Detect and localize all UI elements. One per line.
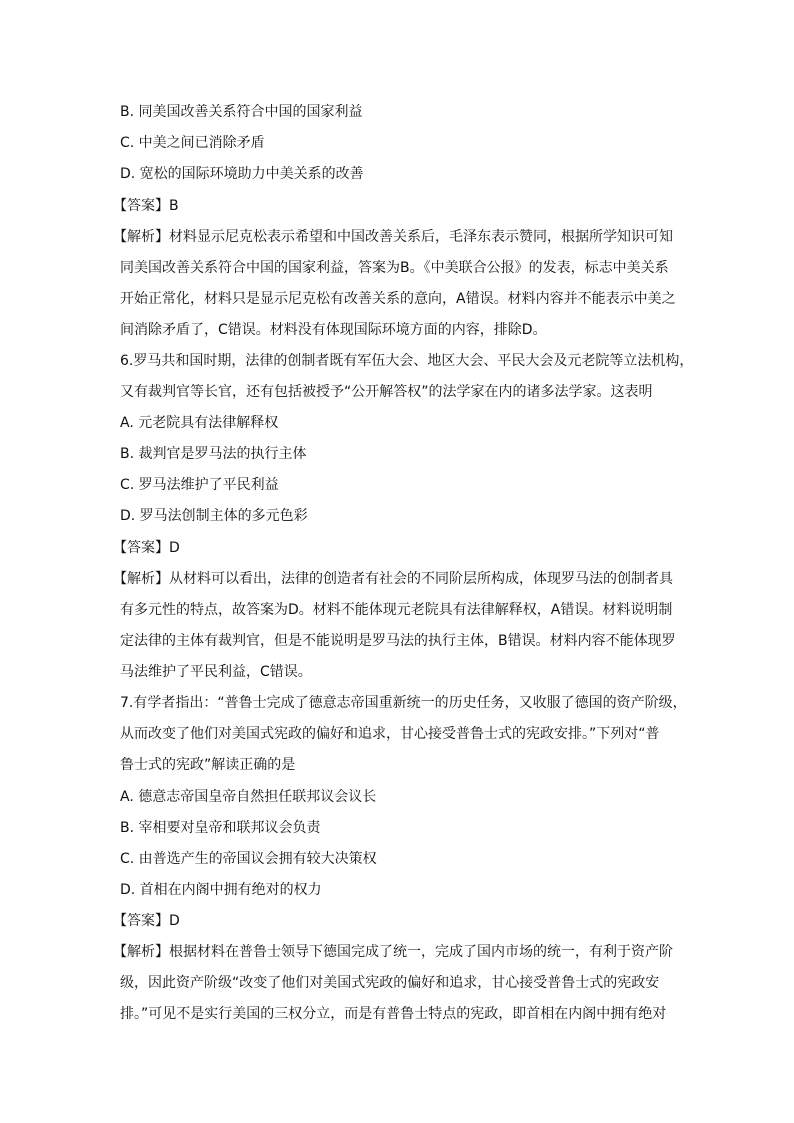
q6-analysis-line-4: 马法维护了平民利益，C错误。 [120,664,312,680]
q5-option-d: D. 宽松的国际环境助力中美关系的改善 [120,166,364,182]
q7-analysis-line-3: 排。”可见不是实行美国的三权分立，而是有普鲁士特点的宪政，即首相在内阁中拥有绝对 [120,1006,667,1022]
q7-option-d: D. 首相在内阁中拥有绝对的权力 [120,882,322,898]
q6-analysis-line-2: 有多元性的特点，故答案为D。材料不能体现元老院具有法律解释权，A错误。材料说明制 [120,602,673,618]
q5-analysis-line-1: 【解析】材料显示尼克松表示希望和中国改善关系后，毛泽东表示赞同，根据所学知识可知 [113,229,673,245]
q6-analysis-line-3: 定法律的主体有裁判官，但是不能说明是罗马法的执行主体，B错误。材料内容不能体现罗 [120,633,676,649]
q7-option-a: A. 德意志帝国皇帝自然担任联邦议会议长 [120,789,377,805]
q5-analysis-line-2: 同美国改善关系符合中国的国家利益，答案为B。《中美联合公报》的发表，标志中美关系 [120,260,669,276]
q6-stem-line-2: 又有裁判官等长官，还有包括被授予“公开解答权”的法学家在内的诸多法学家。这表明 [120,384,653,400]
q6-option-a: A. 元老院具有法律解释权 [120,415,279,431]
q7-stem-line-3: 鲁士式的宪政”解读正确的是 [120,757,296,773]
q5-analysis-line-4: 间消除矛盾了，C错误。材料没有体现国际环境方面的内容，排除D。 [120,322,547,338]
q6-option-c: C. 罗马法维护了平民利益 [120,477,279,493]
q6-stem-line-1: 6.罗马共和国时期，法律的创制者既有军伍大会、地区大会、平民大会及元老院等立法机构， [120,353,694,369]
q5-answer: 【答案】B [113,198,179,214]
q7-analysis-line-1: 【解析】根据材料在普鲁士领导下德国完成了统一，完成了国内市场的统一，有利于资产阶 [113,944,673,960]
q7-stem-line-2: 从而改变了他们对美国式宪政的偏好和追求，甘心接受普鲁士式的宪政安排。”下列对“普 [120,726,660,742]
q7-answer: 【答案】D [113,913,180,929]
q5-option-c: C. 中美之间已消除矛盾 [120,135,265,151]
q6-analysis-line-1: 【解析】从材料可以看出，法律的创造者有社会的不同阶层所构成，体现罗马法的创制者具 [113,571,673,587]
q7-stem-line-1: 7.有学者指出：“普鲁士完成了德意志帝国重新统一的历史任务，又收服了德国的资产阶级， [120,695,687,711]
q7-analysis-line-2: 级，因此资产阶级“改变了他们对美国式宪政的偏好和追求，甘心接受普鲁士式的宪政安 [120,975,660,991]
q5-analysis-line-3: 开始正常化，材料只是显示尼克松有改善关系的意向，A错误。材料内容并不能表示中美之 [120,291,676,307]
q6-answer: 【答案】D [113,540,180,556]
q6-option-b: B. 裁判官是罗马法的执行主体 [120,446,307,462]
q7-option-b: B. 宰相要对皇帝和联邦议会负责 [120,820,321,836]
q5-option-b: B. 同美国改善关系符合中国的国家利益 [120,104,363,120]
q7-option-c: C. 由普选产生的帝国议会拥有较大决策权 [120,851,377,867]
q6-option-d: D. 罗马法创制主体的多元色彩 [120,508,308,524]
